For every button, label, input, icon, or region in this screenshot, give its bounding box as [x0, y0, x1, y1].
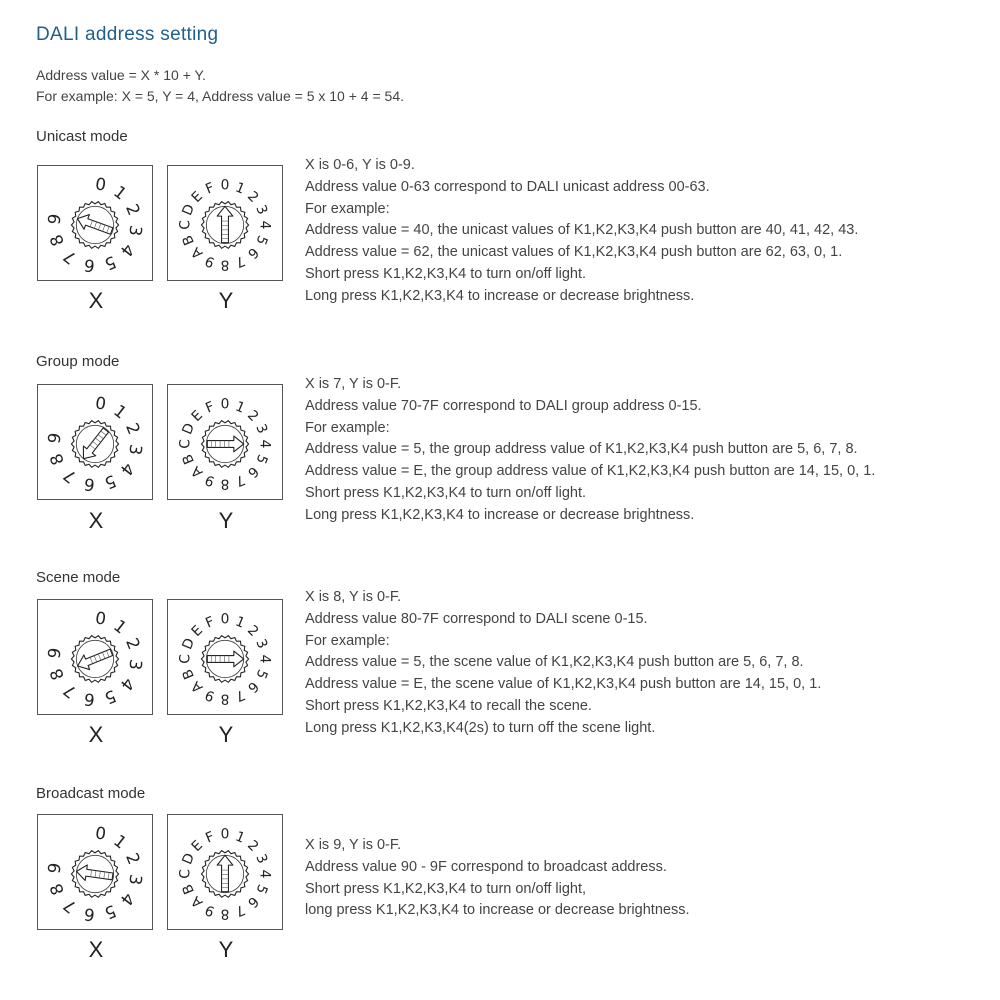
intro-example: For example: X = 5, Y = 4, Address value = 5 x 10 + 4 = 54. [36, 88, 404, 104]
description-line: Short press K1,K2,K3,K4 to recall the scene. [305, 697, 592, 714]
dial-digit: 0 [94, 392, 108, 414]
dial-digit: 3 [125, 443, 147, 457]
x-rotary-switch [37, 165, 153, 281]
description-line: long press K1,K2,K3,K4 to increase or decrease brightness. [305, 902, 690, 919]
y-rotary-switch [167, 599, 283, 715]
dial-digit: 4 [116, 889, 139, 910]
dial-digit: 2 [244, 622, 262, 640]
dial-digit: 5 [252, 232, 271, 248]
y-rotary-switch [167, 384, 283, 500]
dial-digit: B [179, 666, 198, 682]
description-line: X is 9, Y is 0-F. [305, 837, 402, 853]
dial-digit: 8 [220, 256, 230, 273]
dial-digit: C [177, 654, 194, 664]
dial-digit: 1 [110, 830, 131, 853]
dial-digit: C [177, 869, 194, 879]
x-label: X [88, 288, 104, 313]
dial-digit: 0 [94, 607, 108, 629]
dial-digit: 6 [244, 244, 262, 262]
description-line: X is 7, Y is 0-F. [305, 376, 402, 392]
dial-digit: 7 [59, 465, 80, 488]
dial-digit: 5 [101, 251, 120, 275]
dial-digit: 1 [110, 181, 131, 204]
dial-digit: 8 [45, 880, 68, 899]
section-title: Unicast mode [36, 128, 128, 145]
dial-digit: 3 [125, 873, 147, 887]
intro-formula: Address value = X * 10 + Y. [36, 67, 206, 83]
dial-digit: 9 [202, 686, 218, 705]
description-line: Short press K1,K2,K3,K4 to turn on/off light. [305, 484, 587, 501]
dial-digit: 8 [220, 905, 230, 922]
dial-digit: 4 [256, 869, 273, 879]
dial-digit: 4 [116, 240, 139, 261]
x-label: X [88, 508, 104, 533]
y-rotary-switch [167, 165, 283, 281]
y-label: Y [218, 937, 234, 962]
dial-digit: 6 [244, 463, 262, 481]
x-dial-graphic [38, 385, 152, 499]
dial-digit: E [188, 837, 206, 855]
dial-digit: 0 [94, 173, 108, 195]
dial-digit: 4 [256, 220, 273, 230]
description-line: X is 0-6, Y is 0-9. [305, 157, 415, 173]
description-line: Address value = 40, the unicast values of K1,K2,K3,K4 push button are 40, 41, 42, 43. [305, 222, 859, 239]
dial-digit: 1 [110, 615, 131, 638]
dial-digit: 6 [82, 474, 96, 496]
dial-digit: 4 [116, 459, 139, 480]
description-line: Long press K1,K2,K3,K4 to increase or decrease brightness. [305, 506, 695, 523]
x-label: X [88, 937, 104, 962]
dial-digit: B [179, 881, 198, 897]
dial-digit: 7 [59, 680, 80, 703]
dial-digit: 2 [122, 200, 145, 219]
dial-digit: 1 [232, 613, 248, 632]
dial-digit: 1 [232, 828, 248, 847]
description-line: X is 8, Y is 0-F. [305, 589, 402, 605]
dial-digit: A [188, 243, 207, 262]
section-title: Group mode [36, 353, 120, 370]
description-line: Short press K1,K2,K3,K4 to turn on/off light. [305, 265, 587, 282]
y-label: Y [218, 508, 234, 533]
dial-digit: 0 [220, 177, 230, 194]
dial-digit: 6 [82, 255, 96, 277]
dial-digit: 5 [252, 451, 271, 467]
x-dial-graphic [38, 815, 152, 929]
dial-digit: 6 [82, 904, 96, 926]
dial-digit: A [188, 892, 207, 911]
description-line: Address value = 5, the group address value of K1,K2,K3,K4 push button are 5, 6, 7, 8. [305, 441, 858, 458]
dial-digit: B [179, 232, 198, 248]
description-line: Address value 70-7F correspond to DALI group address 0-15. [305, 397, 702, 414]
dial-digit: 8 [220, 690, 230, 707]
dial-digit: E [188, 188, 206, 206]
dial-digit: 4 [256, 654, 273, 664]
description-line: For example: [305, 200, 390, 217]
dial-digit: A [188, 462, 207, 481]
y-dial-graphic [168, 166, 282, 280]
dial-digit: 6 [244, 893, 262, 911]
dial-digit: 5 [101, 900, 120, 924]
dial-digit: 3 [125, 658, 147, 672]
y-label: Y [218, 288, 234, 313]
dial-digit: 3 [252, 851, 271, 867]
dial-digit: 5 [252, 666, 271, 682]
description-line: For example: [305, 632, 390, 649]
dial-digit: 7 [232, 471, 248, 490]
dial-digit: 7 [232, 901, 248, 920]
y-dial-graphic [168, 600, 282, 714]
dial-digit: 9 [43, 212, 65, 226]
dial-digit: 6 [82, 689, 96, 711]
dial-digit: 5 [101, 470, 120, 494]
dial-digit: F [203, 398, 217, 417]
intro-text [36, 65, 404, 107]
dial-digit: 2 [122, 634, 145, 653]
dial-digit: 3 [252, 636, 271, 652]
dial-digit: 5 [101, 685, 120, 709]
dial-digit: A [188, 677, 207, 696]
dial-digit: 1 [232, 398, 248, 417]
section-title: Broadcast mode [36, 785, 146, 802]
dial-digit: 8 [45, 450, 68, 469]
dial-digit: E [188, 622, 206, 640]
x-label: X [88, 722, 104, 747]
section-description [305, 155, 858, 308]
x-rotary-switch [37, 814, 153, 930]
section-description [305, 374, 875, 527]
dial-digit: 3 [252, 202, 271, 218]
description-line: Address value = 62, the unicast values of K1,K2,K3,K4 push button are 62, 63, 0, 1. [305, 244, 843, 261]
description-line: Address value 80-7F correspond to DALI scene 0-15. [305, 610, 648, 627]
dial-digit: D [179, 201, 199, 218]
x-rotary-switch [37, 599, 153, 715]
dial-digit: 7 [59, 246, 80, 269]
dial-digit: 8 [220, 475, 230, 492]
dial-digit: F [203, 828, 217, 847]
description-line: Long press K1,K2,K3,K4 to increase or decrease brightness. [305, 287, 695, 304]
description-line: Address value = E, the group address value of K1,K2,K3,K4 push button are 14, 15, 0, 1. [305, 463, 876, 480]
dial-digit: 6 [244, 678, 262, 696]
dial-digit: 2 [244, 837, 262, 855]
section-title: Scene mode [36, 569, 121, 586]
y-rotary-switch [167, 814, 283, 930]
dial-digit: 4 [256, 439, 273, 449]
dial-digit: 5 [252, 881, 271, 897]
dial-digit: D [179, 635, 199, 652]
dial-digit: C [177, 439, 194, 449]
dial-digit: 0 [220, 611, 230, 628]
dial-digit: 7 [232, 252, 248, 271]
description-line: For example: [305, 419, 390, 436]
description-line: Address value 90 - 9F correspond to broadcast address. [305, 858, 667, 875]
dial-digit: D [179, 420, 199, 437]
description-line: Long press K1,K2,K3,K4(2s) to turn off the scene light. [305, 719, 656, 736]
dial-digit: F [203, 179, 217, 198]
section-description [305, 587, 821, 740]
dial-digit: 7 [232, 686, 248, 705]
dial-digit: 8 [45, 665, 68, 684]
x-dial-graphic [38, 166, 152, 280]
dial-digit: 9 [43, 431, 65, 445]
dial-digit: 8 [45, 231, 68, 250]
dial-digit: 9 [202, 901, 218, 920]
dial-digit: B [179, 451, 198, 467]
dial-digit: F [203, 613, 217, 632]
dial-digit: C [177, 220, 194, 230]
y-dial-graphic [168, 815, 282, 929]
dial-digit: D [179, 850, 199, 867]
dial-digit: 0 [220, 396, 230, 413]
section-description [305, 835, 689, 922]
dial-digit: 3 [125, 224, 147, 238]
dial-digit: 9 [43, 861, 65, 875]
page-title: DALI address setting [36, 24, 219, 45]
description-line: Short press K1,K2,K3,K4 to turn on/off light, [305, 880, 587, 897]
x-rotary-switch [37, 384, 153, 500]
description-line: Address value 0-63 correspond to DALI unicast address 00-63. [305, 178, 710, 195]
description-line: Address value = 5, the scene value of K1,K2,K3,K4 push button are 5, 6, 7, 8. [305, 654, 804, 671]
dial-digit: 1 [232, 179, 248, 198]
dial-digit: 2 [244, 188, 262, 206]
dial-digit: 3 [252, 421, 271, 437]
dial-digit: 9 [43, 646, 65, 660]
dial-digit: E [188, 407, 206, 425]
dial-digit: 0 [94, 822, 108, 844]
dial-digit: 0 [220, 826, 230, 843]
dial-digit: 9 [202, 252, 218, 271]
dial-digit: 2 [122, 849, 145, 868]
dial-digit: 2 [122, 419, 145, 438]
dial-digit: 7 [59, 895, 80, 918]
dial-digit: 9 [202, 471, 218, 490]
dial-digit: 1 [110, 400, 131, 423]
dial-digit: 2 [244, 407, 262, 425]
x-dial-graphic [38, 600, 152, 714]
description-line: Address value = E, the scene value of K1,K2,K3,K4 push button are 14, 15, 0, 1. [305, 676, 822, 693]
y-dial-graphic [168, 385, 282, 499]
y-label: Y [218, 722, 234, 747]
dial-digit: 4 [116, 674, 139, 695]
